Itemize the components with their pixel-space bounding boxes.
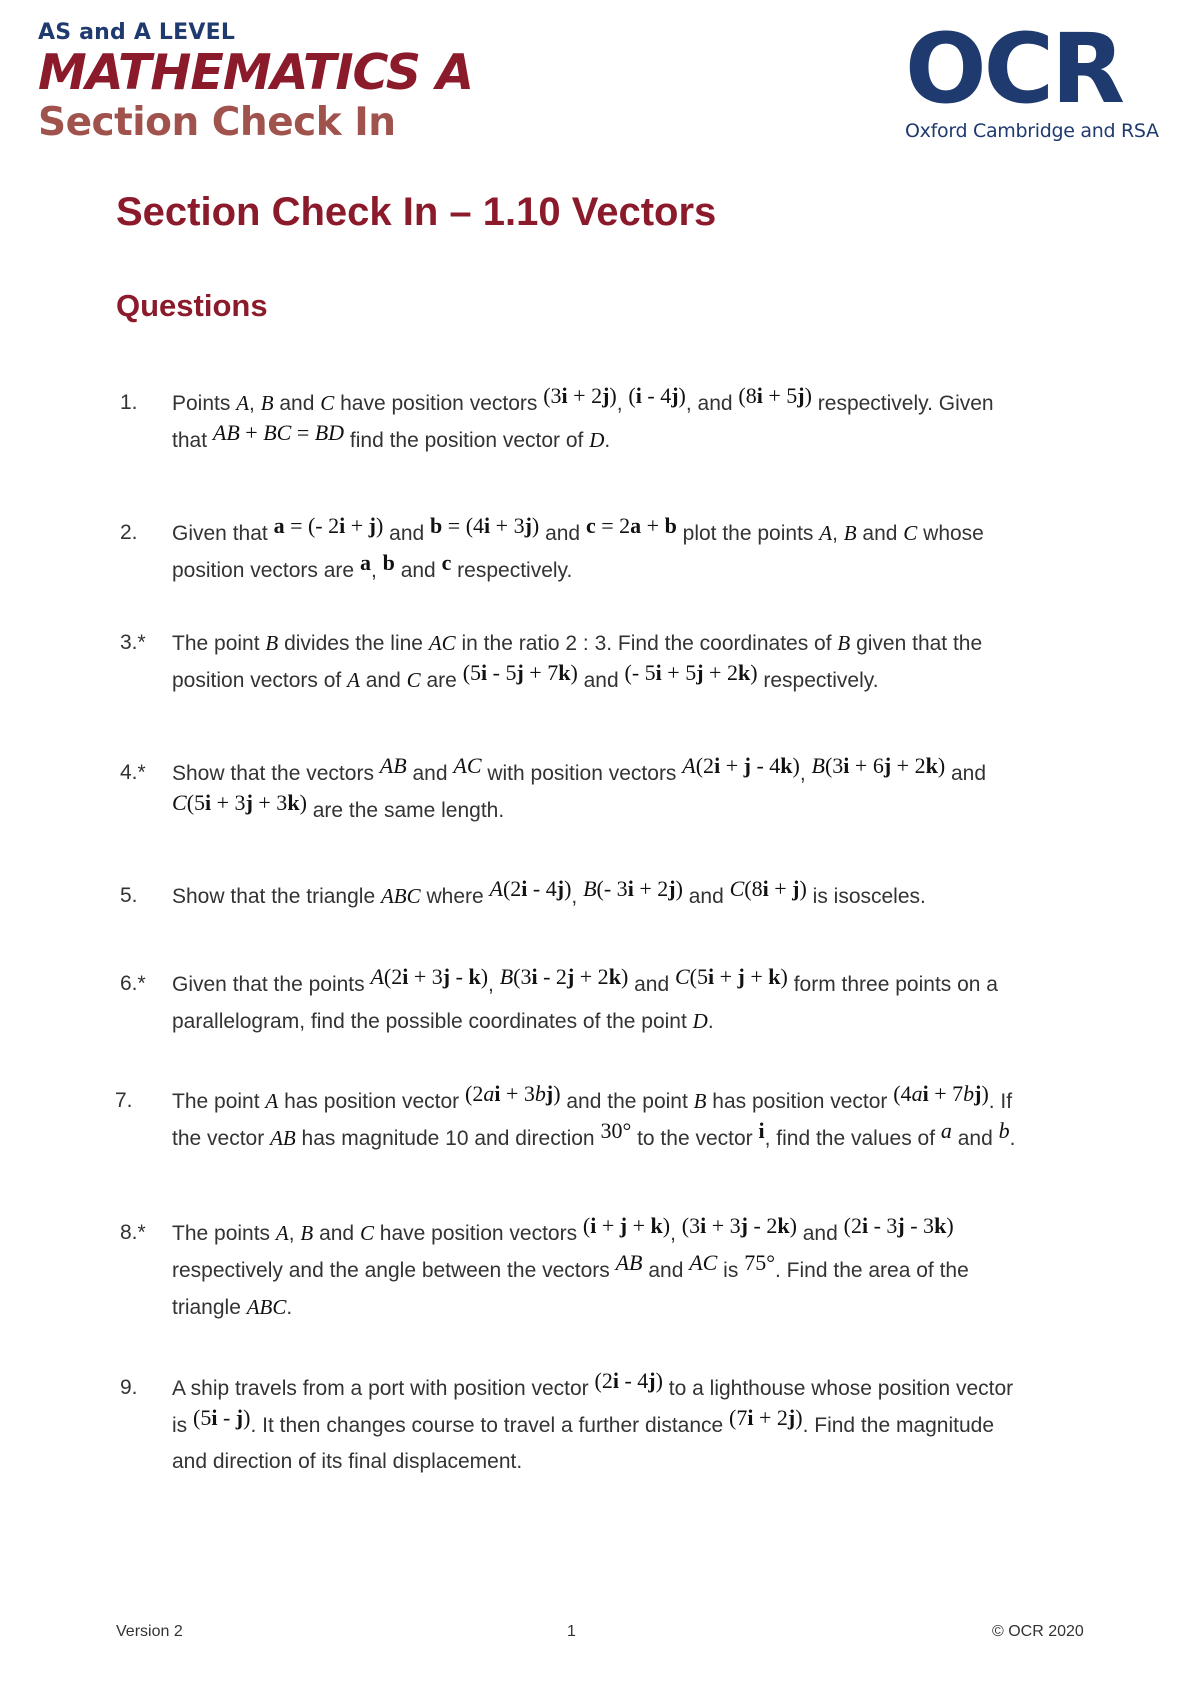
question-number: 8.* <box>120 1221 146 1244</box>
level-label: AS and A LEVEL <box>38 20 236 45</box>
question-text: The points A, B and C have position vectors (i + j + k), (3i + 3j - 2k) and (2i - 3j - 3k) respectively and the angle between the vectors AB and AC is 75°. Find the area of the triangle ABC. <box>172 1213 969 1319</box>
question-number: 6.* <box>120 972 146 995</box>
header-left <box>38 20 473 145</box>
logo-text: OCR <box>905 13 1122 125</box>
subject-title: MATHEMATICS A <box>38 44 474 101</box>
question-number: 3.* <box>120 631 146 654</box>
question-number: 1. <box>120 391 138 414</box>
question-number: 2. <box>120 521 138 544</box>
series-title: Section Check In <box>38 100 396 145</box>
question-number: 7. <box>115 1089 133 1112</box>
question-text: Show that the triangle ABC where A(2i - 4j), B(- 3i + 2j) and C(8i + j) is isosceles. <box>172 876 926 908</box>
question-number: 5. <box>120 884 138 907</box>
question-text: Show that the vectors AB and AC with position vectors A(2i + j - 4k), B(3i + 6j + 2k) and C(5i + 3j + 3k) are the same length. <box>172 753 987 822</box>
footer-page-number: 1 <box>567 1623 576 1640</box>
page-title: Section Check In – 1.10 Vectors <box>116 190 717 234</box>
question-number: 4.* <box>120 761 146 784</box>
question-number: 9. <box>120 1376 138 1399</box>
question-text: The point B divides the line AC in the ratio 2 : 3. Find the coordinates of B given that the position vectors of A and C are (5i - 5j + 7k) and (- 5i + 5j + 2k) respectively. <box>172 631 983 692</box>
footer-version: Version 2 <box>116 1623 183 1640</box>
question-text: The point A has position vector (2ai + 3bj) and the point B has position vector (4ai + 7bj). If the vector AB has magnitude 10 and direction 30° to the vector i, find the values of a and b. <box>172 1081 1016 1150</box>
question-text: A ship travels from a port with position vector (2i - 4j) to a lighthouse whose position vector is (5i - j). It then changes course to travel a further distance (7i + 2j). Find the magnitude and direction of its final displacement. <box>172 1368 1014 1473</box>
footer-copyright: © OCR 2020 <box>992 1623 1084 1640</box>
logo-tagline: Oxford Cambridge and RSA <box>905 120 1159 142</box>
ocr-logo <box>905 13 1175 142</box>
questions-heading: Questions <box>116 288 268 323</box>
question-text: Given that a = (- 2i + j) and b = (4i + 3j) and c = 2a + b plot the points A, B and C whose position vectors are a, b and c respectively. <box>172 513 984 582</box>
question-text: Given that the points A(2i + 3j - k), B(3i - 2j + 2k) and C(5i + j + k) form three points on a parallelogram, find the possible coordinates of the point D. <box>172 964 998 1033</box>
question-text: Points A, B and C have position vectors (3i + 2j), (i - 4j), and (8i + 5j) respectively. Given that AB + BC = BD find the position vector of D. <box>172 383 994 452</box>
